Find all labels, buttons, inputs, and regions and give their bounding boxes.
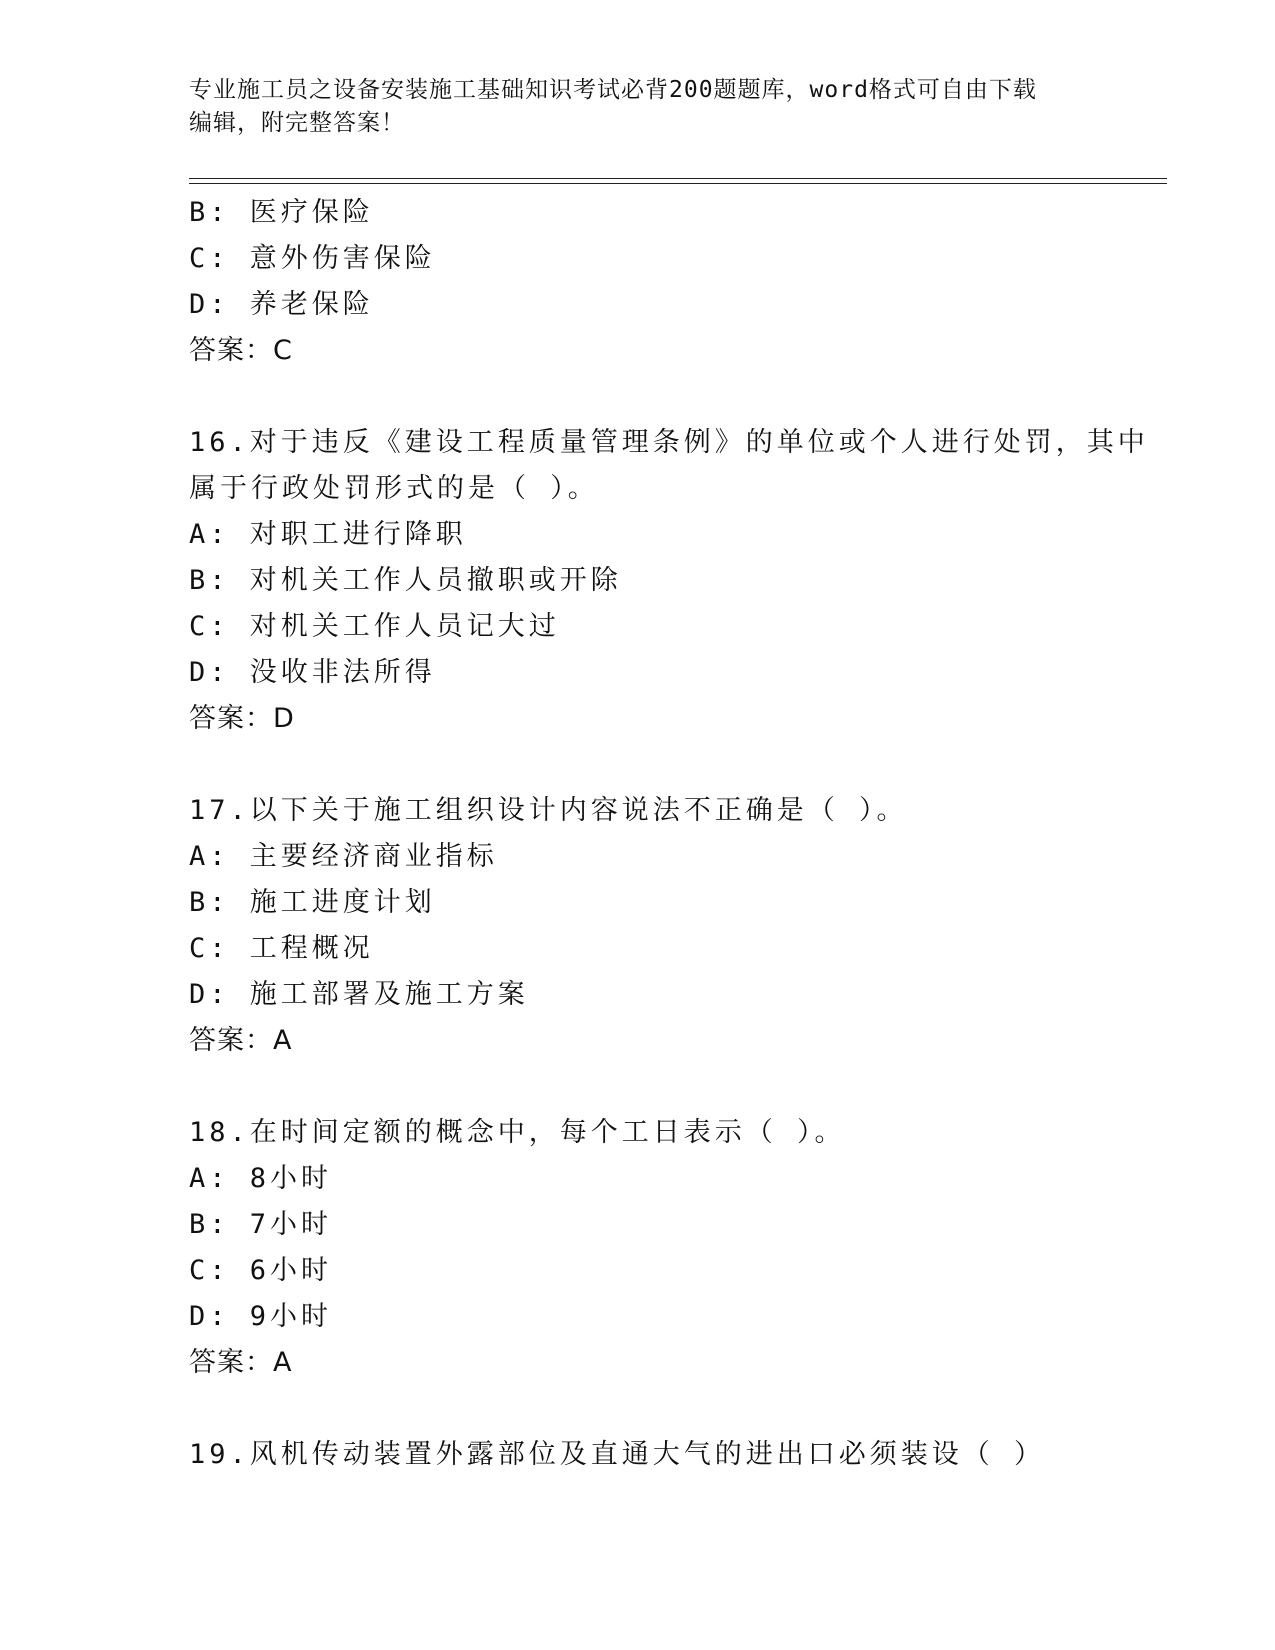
answer-line: 答案：C <box>189 335 293 366</box>
question-stem-line: 18.在时间定额的概念中，每个工日表示（ ）。 <box>189 1117 846 1148</box>
option-d: D: 养老保险 <box>189 289 374 320</box>
answer-line: 答案：D <box>189 703 295 734</box>
option-d: D: 施工部署及施工方案 <box>189 979 529 1010</box>
question-19 <box>189 1432 1149 1478</box>
answer-line: 答案：A <box>189 1025 293 1056</box>
question-stem-line: 属于行政处罚形式的是（ ）。 <box>189 473 599 504</box>
option-b: B: 7小时 <box>189 1209 333 1240</box>
option-d: D: 没收非法所得 <box>189 657 436 688</box>
document-header <box>189 74 1089 140</box>
answer-line: 答案：A <box>189 1347 293 1378</box>
option-c: C: 对机关工作人员记大过 <box>189 611 560 642</box>
option-d: D: 9小时 <box>189 1301 333 1332</box>
option-b: B: 医疗保险 <box>189 197 374 228</box>
option-c: C: 工程概况 <box>189 933 374 964</box>
header-title-line-2: 编辑，附完整答案！ <box>189 110 405 136</box>
option-a: A: 8小时 <box>189 1163 333 1194</box>
spacer <box>189 374 1149 420</box>
question-list <box>189 190 1149 1478</box>
spacer <box>189 1064 1149 1110</box>
option-a: A: 主要经济商业指标 <box>189 841 498 872</box>
question-18 <box>189 1110 1149 1386</box>
option-b: B: 施工进度计划 <box>189 887 436 918</box>
option-b: B: 对机关工作人员撤职或开除 <box>189 565 622 596</box>
question-17 <box>189 788 1149 1064</box>
question-15-continued <box>189 190 1149 374</box>
option-c: C: 6小时 <box>189 1255 333 1286</box>
option-c: C: 意外伤害保险 <box>189 243 436 274</box>
header-title-line-1: 专业施工员之设备安装施工基础知识考试必背200题题库，word格式可自由下载 <box>189 77 1037 103</box>
question-16 <box>189 420 1149 742</box>
question-stem-line: 19.风机传动装置外露部位及直通大气的进出口必须装设（ ） <box>189 1439 1046 1470</box>
question-stem-line: 16.对于违反《建设工程质量管理条例》的单位或个人进行处罚，其中 <box>189 427 1149 458</box>
question-stem-line: 17.以下关于施工组织设计内容说法不正确是（ ）。 <box>189 795 908 826</box>
header-divider-top <box>189 178 1167 179</box>
spacer <box>189 1386 1149 1432</box>
option-a: A: 对职工进行降职 <box>189 519 467 550</box>
header-divider-bottom <box>189 183 1167 184</box>
spacer <box>189 742 1149 788</box>
